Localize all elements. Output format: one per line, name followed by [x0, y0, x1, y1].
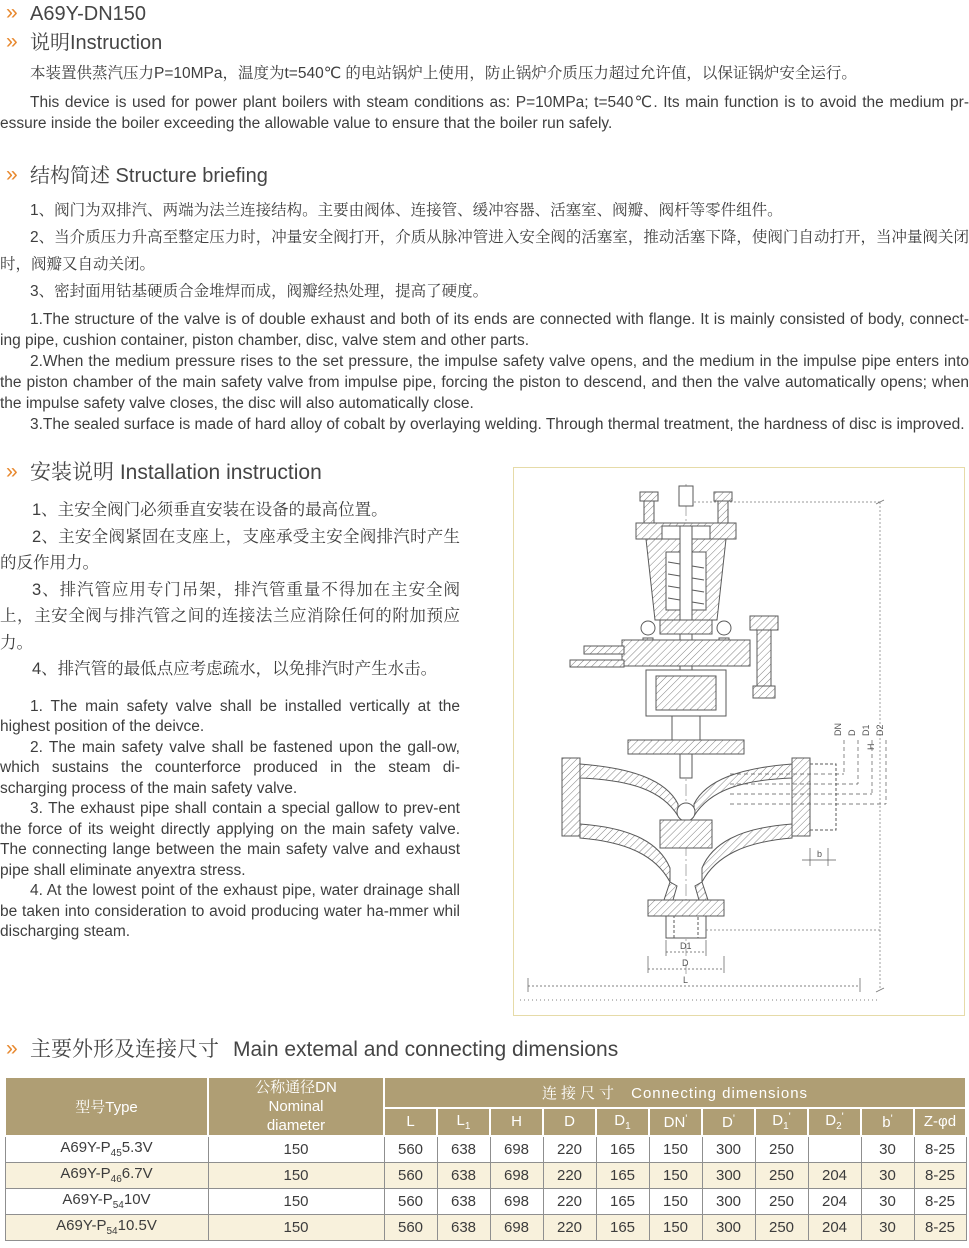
dimension-cell: 204 — [808, 1188, 861, 1214]
dimension-cell: 250 — [755, 1188, 808, 1214]
dimension-cell: 300 — [702, 1214, 755, 1240]
instruction-heading-row — [0, 31, 969, 55]
dimension-cell: 8-25 — [914, 1162, 966, 1188]
dimension-cell: 698 — [490, 1162, 543, 1188]
dimension-cell: 165 — [596, 1214, 649, 1240]
structure-item-en: 1.The structure of the valve is of double exhaust and both of its ends are connected with flange. It is mainly consisted of body, connect-ing pipe, cushion container, piston chamber, disc, valve stem and other parts. — [0, 311, 969, 349]
installation-item-cn: 4、排汽管的最低点应考虑疏水，以免排汽时产生水击。 — [32, 660, 438, 678]
dim-label-l: L — [683, 975, 689, 985]
dimension-cell: 8-25 — [914, 1136, 966, 1162]
dimension-cell: 300 — [702, 1188, 755, 1214]
dimensions-heading-row — [0, 1038, 969, 1062]
installation-item-cn: 1、主安全阀门必须垂直安装在设备的最高位置。 — [32, 501, 388, 519]
sub-column-header: $L_1$ — [437, 1108, 490, 1136]
sub-column-header: $D_2'$ — [808, 1108, 861, 1136]
structure-item-en: 2.When the medium pressure rises to the set pressure, the impulse safety valve opens, and the medium in the impulse pipe enters into the piston chamber of the main safety valve from impulse pipe, forcing the piston to descend, and then the valve automatically opens; when the impulse safety valve closes, the disc will also automatically close. — [0, 353, 969, 412]
table-group-header-row — [5, 1077, 966, 1108]
dimension-cell: 638 — [437, 1162, 490, 1188]
chevron-marker-icon: » — [6, 1037, 16, 1060]
page-title: A69Y-DN150 — [30, 3, 147, 25]
sub-column-header: b' — [861, 1108, 914, 1136]
dimension-cell: 150 — [649, 1136, 702, 1162]
installation-items-cn — [0, 497, 460, 683]
installation-item-cn: 3、排汽管应用专门吊架，排汽管重量不得加在主安全阀上，主安全阀与排汽管之间的连接法兰应消除任何的附加预应力。 — [0, 580, 460, 652]
dimension-cell: 8-25 — [914, 1188, 966, 1214]
structure-heading-row — [0, 164, 969, 188]
dimension-cell: 30 — [861, 1214, 914, 1240]
installation-item-en: 1. The main safety valve shall be installed vertically at the highest position of the deivce. — [0, 697, 460, 735]
dimension-cell: 220 — [543, 1188, 596, 1214]
page-title-row — [0, 2, 969, 26]
instruction-paragraph-cn: 本装置供蒸汽压力P=10MPa，温度为t=540℃ 的电站锅炉上使用，防止锅炉介质压力超过允许值，以保证锅炉安全运行。 — [30, 65, 857, 82]
dimension-cell: 204 — [808, 1214, 861, 1240]
chevron-marker-icon: » — [6, 30, 16, 53]
installation-item-cn: 2、主安全阀紧固在支座上，支座承受主安全阀排汽时产生的反作用力。 — [0, 527, 460, 572]
structure-item-cn: 3、密封面用钴基硬质合金堆焊而成，阀瓣经热处理，提高了硬度。 — [30, 283, 489, 300]
chevron-marker-icon: » — [6, 1, 16, 24]
dimension-cell: 204 — [808, 1162, 861, 1188]
dimension-cell: 220 — [543, 1162, 596, 1188]
dimension-cell: 698 — [490, 1136, 543, 1162]
table-row — [5, 1162, 966, 1188]
dimension-cell: 165 — [596, 1188, 649, 1214]
dimension-cell: 560 — [384, 1188, 437, 1214]
dimension-cell: 250 — [755, 1214, 808, 1240]
dimension-cell: 8-25 — [914, 1214, 966, 1240]
dn-cell: 150 — [208, 1188, 384, 1214]
table-row — [5, 1214, 966, 1240]
structure-item-cn: 2、当介质压力升高至整定压力时，冲量安全阀打开，介质从脉冲管进入安全阀的活塞室，推动活塞下降，使阀门自动打开，当冲量阀关闭时，阀瓣又自动关闭。 — [0, 229, 969, 273]
dn-cell: 150 — [208, 1162, 384, 1188]
dimension-cell: 165 — [596, 1162, 649, 1188]
installation-item-en: 2. The main safety valve shall be fastened upon the gall-ow, which sustains the counterforce produced in the steam di-scharging process of the main safety valve. — [0, 738, 460, 797]
dim-label-d-bottom: D — [682, 958, 689, 968]
instruction-heading: 说明Instruction — [30, 32, 163, 54]
table-row — [5, 1136, 966, 1162]
dim-label-h: H — [866, 743, 876, 750]
dimension-cell: 30 — [861, 1188, 914, 1214]
valve-technical-drawing — [513, 467, 965, 1016]
structure-item-cn: 1、阀门为双排汽、两端为法兰连接结构。主要由阀体、连接管、缓冲容器、活塞室、阀瓣、阀杆等零件组件。 — [30, 202, 783, 219]
chevron-marker-icon: » — [6, 460, 16, 483]
dimension-cell: 250 — [755, 1136, 808, 1162]
table-row — [5, 1188, 966, 1214]
dimension-cell: 560 — [384, 1136, 437, 1162]
installation-item-en: 4. At the lowest point of the exhaust pipe, water drainage shall be taken into consideration to avoid producing water ha-mmer whil discharging steam. — [0, 882, 460, 940]
dimension-cell: 560 — [384, 1162, 437, 1188]
dimensions-heading-en: Main extemal and connecting dimensions — [233, 1038, 619, 1061]
dimension-cell: 250 — [755, 1162, 808, 1188]
sub-column-header: D' — [702, 1108, 755, 1136]
dimensions-table — [4, 1076, 967, 1241]
dimension-cell: 300 — [702, 1162, 755, 1188]
dimension-cell: 150 — [649, 1214, 702, 1240]
column-header-dn: 公称通径DN Nominal diameter — [208, 1077, 384, 1136]
sub-column-header: L — [384, 1108, 437, 1136]
sub-column-header: $D_1'$ — [755, 1108, 808, 1136]
dimension-cell: 220 — [543, 1136, 596, 1162]
type-cell: $A69Y-P_{54}10.5V$ — [5, 1214, 208, 1240]
sub-column-header: Z-φd — [914, 1108, 966, 1136]
dim-label-dn: DN — [833, 723, 843, 736]
dimension-cell: 560 — [384, 1214, 437, 1240]
dimensions-heading-cn: 主要外形及连接尺寸 — [30, 1038, 219, 1061]
type-cell: $A69Y-P_{45}5.3V$ — [5, 1136, 208, 1162]
structure-items-en — [0, 309, 969, 435]
type-cell: $A69Y-P_{54}10V$ — [5, 1188, 208, 1214]
dimension-cell: 220 — [543, 1214, 596, 1240]
sub-column-header: D — [543, 1108, 596, 1136]
column-header-type: 型号Type — [5, 1077, 208, 1136]
instruction-paragraph-en: This device is used for power plant boilers with steam conditions as: P=10MPa; t=540℃. Its main function is to avoid the medium pr-essure inside the boiler exceeding the allowable value to ensure that the boiler run safely. — [0, 94, 969, 132]
dn-cell: 150 — [208, 1136, 384, 1162]
type-cell: $A69Y-P_{46}6.7V$ — [5, 1162, 208, 1188]
dimension-cell: 150 — [649, 1188, 702, 1214]
dim-label-b: b — [817, 849, 823, 859]
dimensions-table-body — [5, 1136, 966, 1240]
installation-items-en — [0, 697, 460, 943]
dimension-cell: 165 — [596, 1136, 649, 1162]
dimension-cell — [808, 1136, 861, 1162]
structure-item-en: 3.The sealed surface is made of hard alloy of cobalt by overlaying welding. Through thermal treatment, the hardness of disc is improved. — [30, 416, 965, 433]
dn-cell: 150 — [208, 1214, 384, 1240]
dim-label-d1-side: D1 — [861, 724, 871, 736]
structure-heading: 结构简述 Structure briefing — [30, 165, 268, 187]
dimension-cell: 638 — [437, 1136, 490, 1162]
column-group-connecting-dimensions: 连接尺寸 Connecting dimensions — [384, 1077, 966, 1108]
dimension-cell: 698 — [490, 1214, 543, 1240]
installation-section — [0, 461, 460, 943]
installation-heading: 安装说明 Installation instruction — [30, 461, 322, 484]
dim-label-d-side: D — [847, 729, 857, 736]
dimension-cell: 300 — [702, 1136, 755, 1162]
dimension-cell: 698 — [490, 1188, 543, 1214]
dimension-cell: 30 — [861, 1162, 914, 1188]
structure-items-cn — [0, 197, 969, 305]
dimension-cell: 30 — [861, 1136, 914, 1162]
dim-label-d2-side: D2 — [875, 724, 885, 736]
dimension-cell: 638 — [437, 1188, 490, 1214]
sub-column-header: H — [490, 1108, 543, 1136]
dim-label-d1-bottom: D1 — [680, 941, 692, 951]
chevron-marker-icon: » — [6, 163, 16, 186]
installation-item-en: 3. The exhaust pipe shall contain a special gallow to prev-ent the force of its weight directly applying on the main safety valve. The connecting lange between the main safety valve and exhaust pipe shall eliminate anyextra stress. — [0, 800, 460, 879]
installation-heading-row — [0, 461, 460, 485]
valve-section-drawing — [514, 468, 964, 1015]
dimension-cell: 150 — [649, 1162, 702, 1188]
dimension-cell: 638 — [437, 1214, 490, 1240]
sub-column-header: $D_1$ — [596, 1108, 649, 1136]
sub-column-header: DN' — [649, 1108, 702, 1136]
